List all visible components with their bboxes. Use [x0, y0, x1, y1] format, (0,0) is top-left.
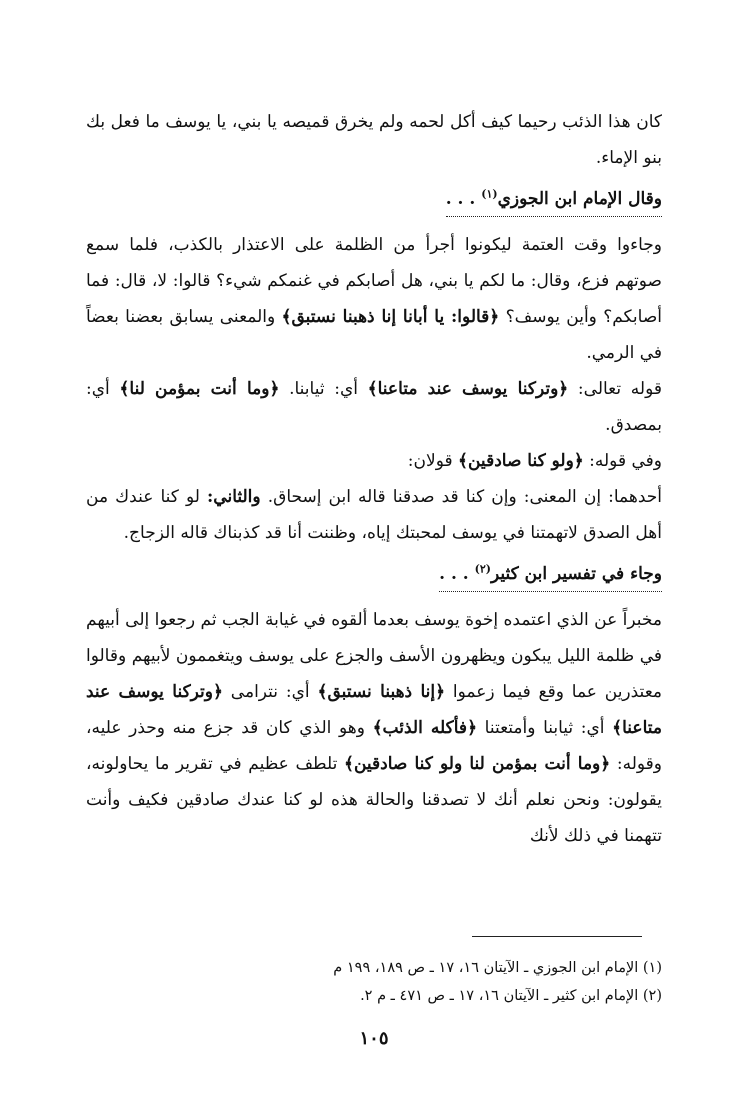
heading-1-text: وقال الإمام ابن الجوزي: [497, 189, 662, 209]
paragraph-3-text-b: أي: ثيابنا.: [279, 379, 368, 399]
heading-ibn-al-jawzi: [446, 182, 662, 217]
paragraph-5-text-b: لو كنا عندك من أهل الصدق لاتهمتنا في يوسف لمحبتك إياه، وظننت أنا قد كذبناك قاله الزجاج.: [86, 487, 662, 543]
paragraph-2: [86, 227, 662, 371]
paragraph-1: [86, 104, 662, 176]
heading-1-dots: . . .: [445, 189, 482, 209]
paragraph-2-text-b: والمعنى يسابق بعضنا بعضاً في الرمي.: [86, 307, 662, 363]
heading-ibn-al-jawzi-wrap: [86, 176, 662, 227]
quran-quote: ﴿فأكله الذئب﴾: [372, 718, 478, 738]
paragraph-6-text-e: تلطف عظيم في تقرير ما يحاولونه، يقولون: ونحن نعلم أنك لا تصدقنا والحالة هذه لو كنا عندك صادقين فكيف وأنت تتهمنا في ذلك لأنك: [86, 754, 662, 846]
quran-quote: ﴿ولو كنا صادقين﴾: [458, 451, 584, 471]
paragraph-4-text-a: وفي قوله:: [583, 451, 662, 471]
quran-quote: ﴿وتركنا يوسف عند متاعنا﴾: [86, 682, 662, 738]
footnote-1: (١) الإمام ابن الجوزي ـ الآيتان ١٦، ١٧ ـ ص ١٨٩، ١٩٩ م: [333, 960, 662, 976]
quran-quote: ﴿وما أنت بمؤمن لنا ولو كنا صادقين﴾: [343, 754, 611, 774]
paragraph-5: [86, 479, 662, 551]
quran-quote: ﴿قالوا: يا أبانا إنا ذهبنا نستبق﴾: [281, 307, 500, 327]
paragraph-2-text-a: وجاءوا وقت العتمة ليكونوا أجرأ من الظلمة على الاعتذار بالكذب، فلما سمع صوتهم فزع، وقال: ما لكم يا بني، هل أصابكم في غنمكم شيء؟ قالوا: لا، قال: فما أصابكم؟ وأين يوسف؟: [86, 235, 662, 327]
paragraph-3: [86, 371, 662, 443]
footnote-divider: [472, 936, 642, 937]
heading-ibn-kathir-wrap: [86, 551, 662, 602]
heading-2-text: وجاء في تفسير ابن كثير: [491, 564, 662, 584]
paragraph-3-text-c: أي: بمصدق.: [86, 379, 662, 435]
quran-quote: ﴿إنا ذهبنا نستبق﴾: [317, 682, 446, 702]
footnote-2: (٢) الإمام ابن كثير ـ الآيتان ١٦، ١٧ ـ ص ٤٧١ ـ م ٢.: [360, 988, 662, 1004]
footnote-ref-1: (١): [481, 187, 498, 201]
paragraph-6-text-b: أي: نترامى: [222, 682, 318, 702]
paragraph-1-text: كان هذا الذئب رحيما كيف أكل لحمه ولم يخرق قميصه يا بني، يا يوسف ما فعل بك بنو الإماء.: [86, 112, 662, 168]
paragraph-6: [86, 602, 662, 854]
paragraph-6-text-c: أي: ثيابنا وأمتعتنا: [477, 718, 613, 738]
paragraph-5-text-a: أحدهما: إن المعنى: وإن كنا قد صدقنا قاله ابن إسحاق.: [260, 487, 662, 507]
heading-ibn-kathir: [439, 557, 662, 592]
main-text: [86, 104, 662, 854]
paragraph-3-text-a: قوله تعالى:: [568, 379, 662, 399]
footnotes: [86, 954, 662, 1010]
paragraph-4-text-b: قولان:: [407, 451, 459, 471]
footnote-ref-2: (٢): [474, 562, 491, 576]
paragraph-6-text-a: مخبراً عن الذي اعتمده إخوة يوسف بعدما ألقوه في غيابة الجب ثم رجعوا إلى أبيهم في ظلمة الليل يبكون ويظهرون الأسف والجزع على يوسف ويتغممون لأبيهم وقالوا معتذرين عما وقع فيما زعموا: [86, 610, 662, 702]
page-number: ١٠٥: [359, 1028, 389, 1049]
heading-2-dots: . . .: [439, 564, 475, 584]
bold-term: والثاني:: [207, 487, 261, 507]
paragraph-4: [86, 443, 662, 479]
paragraph-6-text-d: وهو الذي كان قد جزع منه وحذر عليه، وقوله:: [86, 718, 662, 774]
quran-quote: ﴿وما أنت بمؤمن لنا﴾: [119, 379, 280, 399]
quran-quote: ﴿وتركنا يوسف عند متاعنا﴾: [367, 379, 569, 399]
